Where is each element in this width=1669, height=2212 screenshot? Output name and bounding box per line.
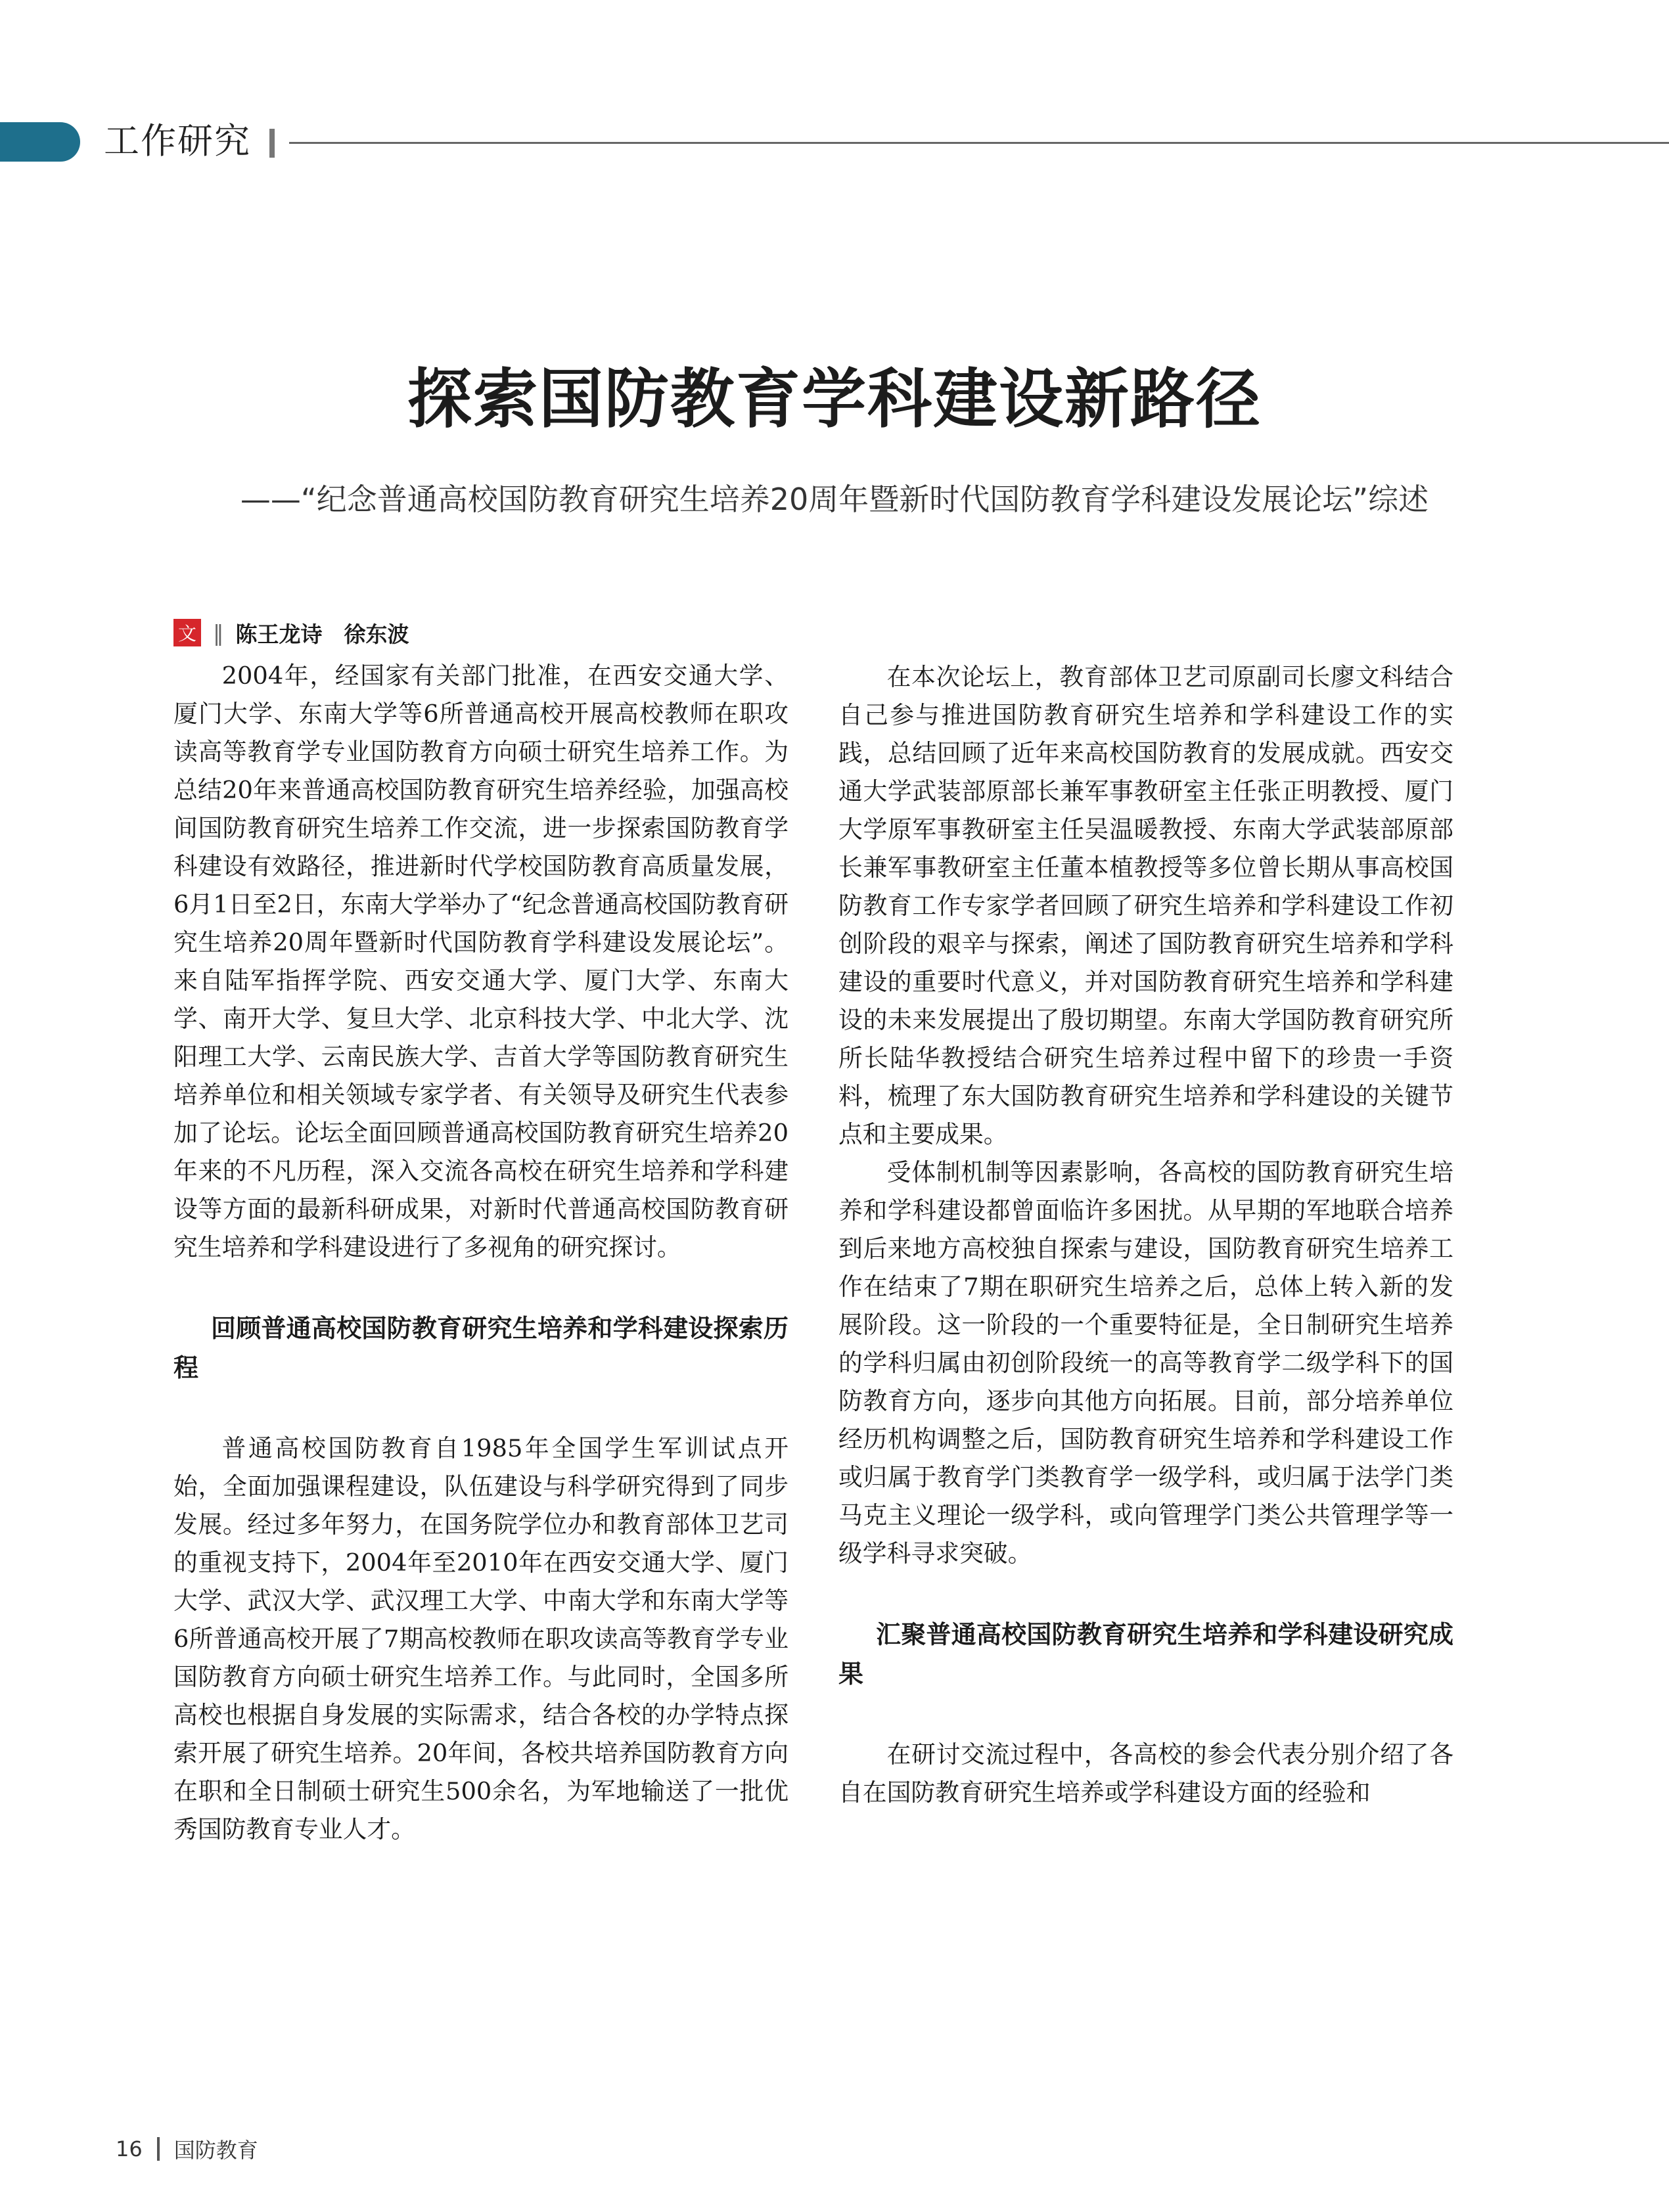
author-line	[173, 614, 409, 651]
header-accent-bar	[0, 122, 80, 162]
author-badge: 文	[173, 619, 201, 646]
section-separator	[269, 129, 275, 158]
page-number: 16	[116, 2136, 143, 2161]
section-heading: 回顾普通高校国防教育研究生培养和学科建设探索历程	[173, 1314, 789, 1382]
article-title: 探索国防教育学科建设新路径	[407, 362, 1262, 437]
author-names: 陈王龙诗 徐东波	[235, 621, 409, 647]
header-rule	[289, 142, 1669, 144]
paragraph: 受体制机制等因素影响，各高校的国防教育研究生培养和学科建设都曾面临许多困扰。从早期的军地联合培养到后来地方高校独自探索与建设，国防教育研究生培养工作在结束了7期在职研究生培养之后，总体上转入新的发展阶段。这一阶段的一个重要特征是，全日制研究生培养的学科归属由初创阶段统一的高等教育学二级学科下的国防教育方向，逐步向其他方向拓展。目前，部分培养单位经历机构调整之后，国防教育研究生培养和学科建设工作或归属于教育学门类教育学一级学科，或归属于法学门类马克主义理论一级学科，或向管理学门类公共管理学等一级学科寻求突破。	[838, 1158, 1453, 1568]
article-subtitle: ——“纪念普通高校国防教育研究生培养20周年暨新时代国防教育学科建设发展论坛”综述	[240, 482, 1429, 517]
publication-name: 国防教育	[173, 2138, 258, 2163]
section-heading: 汇聚普通高校国防教育研究生培养和学科建设研究成果	[838, 1620, 1453, 1688]
right-column	[838, 658, 1453, 1812]
paragraph: 在研讨交流过程中，各高校的参会代表分别介绍了各自在国防教育研究生培养或学科建设方面的经验和	[838, 1740, 1453, 1807]
paragraph: 普通高校国防教育自1985年全国学生军训试点开始，全面加强课程建设，队伍建设与科学研究得到了同步发展。经过多年努力，在国务院学位办和教育部体卫艺司的重视支持下，2004年至2010年在西安交通大学、厦门大学、武汉大学、武汉理工大学、中南大学和东南大学等6所普通高校开展了7期高校教师在职攻读高等教育学专业国防教育方向硕士研究生培养工作。与此同时，全国多所高校也根据自身发展的实际需求，结合各校的办学特点探索开展了研究生培养。20年间，各校共培养国防教育方向在职和全日制硕士研究生500余名，为军地输送了一批优秀国防教育专业人才。	[173, 1434, 789, 1843]
section-label: 工作研究	[104, 120, 251, 162]
author-separator: ‖	[213, 620, 224, 646]
paragraph: 在本次论坛上，教育部体卫艺司原副司长廖文科结合自己参与推进国防教育研究生培养和学科建设工作的实践，总结回顾了近年来高校国防教育的发展成就。西安交通大学武装部原部长兼军事教研室主任张正明教授、厦门大学原军事教研室主任吴温暖教授、东南大学武装部原部长兼军事教研室主任董本植教授等多位曾长期从事高校国防教育工作专家学者回顾了研究生培养和学科建设工作初创阶段的艰辛与探索，阐述了国防教育研究生培养和学科建设的重要时代意义，并对国防教育研究生培养和学科建设的未来发展提出了殷切期望。东南大学国防教育研究所所长陆华教授结合研究生培养过程中留下的珍贵一手资料，梳理了东大国防教育研究生培养和学科建设的关键节点和主要成果。	[838, 663, 1453, 1148]
page-footer	[116, 2134, 258, 2164]
paragraph: 2004年，经国家有关部门批准，在西安交通大学、厦门大学、东南大学等6所普通高校开展高校教师在职攻读高等教育学专业国防教育方向硕士研究生培养工作。为总结20年来普通高校国防教育研究生培养经验，加强高校间国防教育研究生培养工作交流，进一步探索国防教育学科建设有效路径，推进新时代学校国防教育高质量发展，6月1日至2日，东南大学举办了“纪念普通高校国防教育研究生培养20周年暨新时代国防教育学科建设发展论坛”。来自陆军指挥学院、西安交通大学、厦门大学、东南大学、南开大学、复旦大学、北京科技大学、中北大学、沈阳理工大学、云南民族大学、吉首大学等国防教育研究生培养单位和相关领域专家学者、有关领导及研究生代表参加了论坛。论坛全面回顾普通高校国防教育研究生培养20年来的不凡历程，深入交流各高校在研究生培养和学科建设等方面的最新科研成果，对新时代普通高校国防教育研究生培养和学科建设进行了多视角的研究探讨。	[173, 662, 789, 1261]
left-column	[173, 657, 789, 1849]
footer-separator	[157, 2137, 160, 2161]
